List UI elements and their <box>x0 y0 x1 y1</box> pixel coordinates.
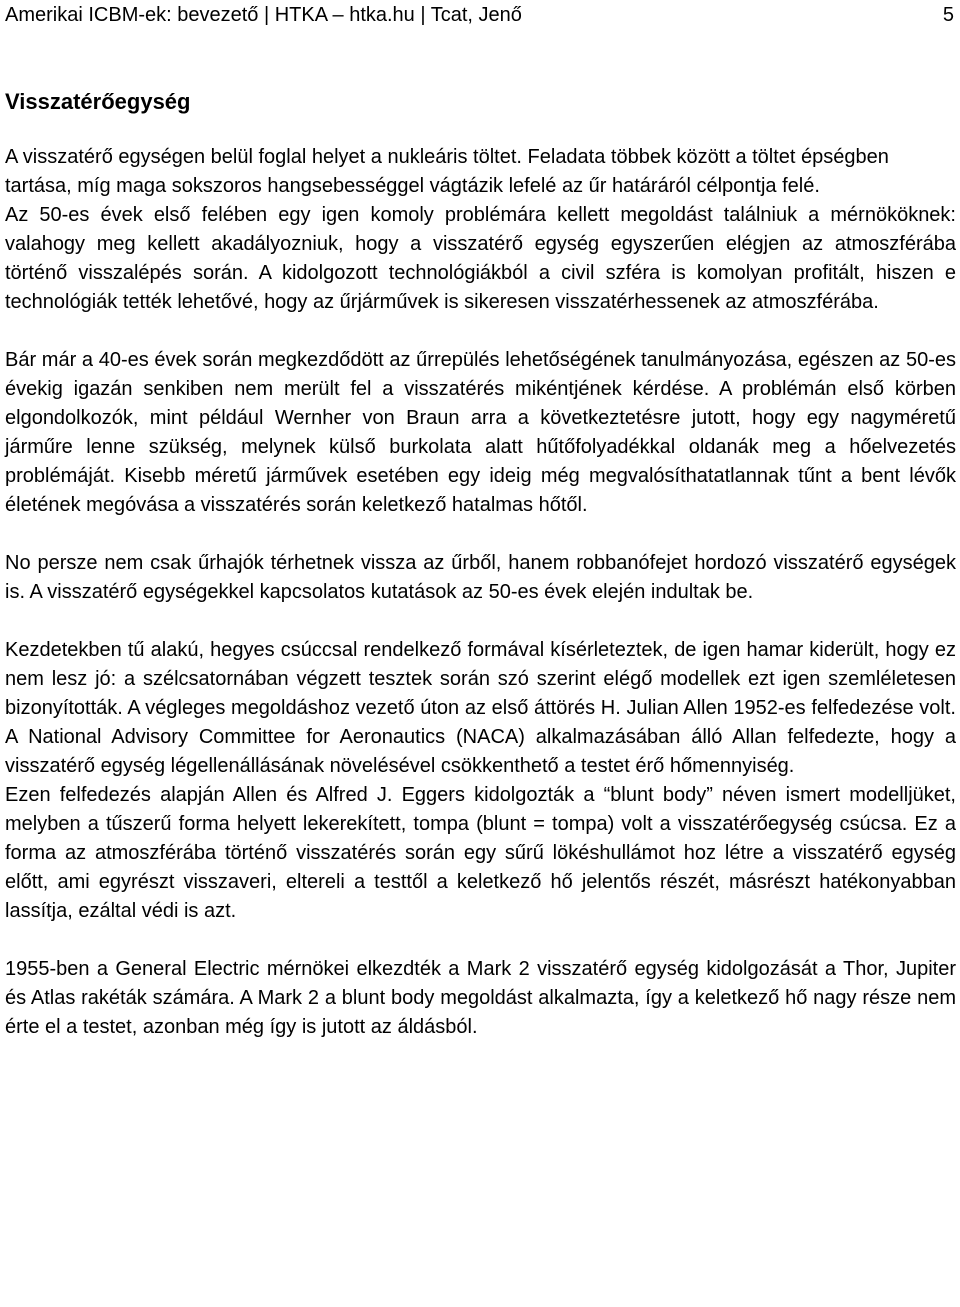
paragraph-intro: A visszatérő egységen belül foglal helyet a nukleáris töltet. Feladata többek között a töltet épségben tartása, míg maga sokszoros hangsebességgel vágtázik lefelé az űr határáról célpontja felé. <box>5 146 889 197</box>
paragraph-50s-problem: Az 50-es évek első felében egy igen komoly problémára kellett megoldást találniuk a mérnököknek: valahogy meg kellett akadályozniuk, hogy a visszatérő egység egyszerűen elégjen az atmoszférába történő visszalépés során. A kidolgozott technológiákból a civil szféra is komolyan profitált, hiszen e technológiák tették lehetővé, hogy az űrjárművek is sikeresen visszatérhessenek az atmoszférába. <box>5 204 956 313</box>
paragraph-blunt-body: Ezen felfedezés alapján Allen és Alfred J. Eggers kidolgozták a “blunt body” néven ismert modelljüket, melyben a tűszerű forma helyett lekerekített, tompa (blunt = tompa) volt a visszatérőegység csúcsa. Ez a forma az atmoszférába történő visszatérés során egy sűrű lökéshullámot hoz létre a visszatérő egység előtt, ami egyrészt visszaveri, eltereli a testtől a keletkező hő jelentős részét, másrészt hatékonyabban lassítja, ezáltal védi is azt. <box>5 784 956 922</box>
header-title: Amerikai ICBM-ek: bevezető | HTKA – htka.hu | Tcat, Jenő <box>5 4 522 26</box>
page-header <box>5 3 956 27</box>
body-text <box>5 143 956 1042</box>
paragraph-40s-research: Bár már a 40-es évek során megkezdődött az űrrepülés lehetőségének tanulmányozása, egészen az 50-es évekig igazán senkiben nem merült fel a visszatérés mikéntjének kérdése. A problémán első körben elgondolkozók, mint például Wernher von Braun arra a következtetésre jutott, hogy egy nagyméretű járműre lenne szükség, melynek külső burkolata alatt hűtőfolyadékkal oldanák meg a hőelvezetés problémáját. Kisebb méretű járművek esetében egy ideig még megvalósíthatatlannak tűnt a bent lévők életének megóvása a visszatérés során keletkező hatalmas hőtől. <box>5 349 956 516</box>
section-title: Visszatérőegység <box>5 89 191 114</box>
page-number: 5 <box>942 4 954 26</box>
paragraph-mark-2: 1955-ben a General Electric mérnökei elkezdték a Mark 2 visszatérő egység kidolgozását a Thor, Jupiter és Atlas rakéták számára. A Mark 2 a blunt body megoldást alkalmazta, így a keletkező hő nagy része nem érte el a testet, azonban még így is jutott az áldásból. <box>5 958 956 1038</box>
paragraph-allen-discovery: Kezdetekben tű alakú, hegyes csúccsal rendelkező formával kísérleteztek, de igen hamar kiderült, hogy ez nem lesz jó: a szélcsatornában végzett tesztek során szó szerint elégő modellek ezt igen szemléletesen bizonyították. A végleges megoldáshoz vezető úton az első áttörés H. Julian Allen 1952-es felfedezése volt. A National Advisory Committee for Aeronautics (NACA) alkalmazásában álló Allan felfedezte, hogy a visszatérő egység légellenállásának növelésével csökkenthető a testet érő hőmennyiség. <box>5 639 956 777</box>
paragraph-warheads: No persze nem csak űrhajók térhetnek vissza az űrből, hanem robbanófejet hordozó visszatérő egységek is. A visszatérő egységekkel kapcsolatos kutatások az 50-es évek elején indultak be. <box>5 552 956 603</box>
